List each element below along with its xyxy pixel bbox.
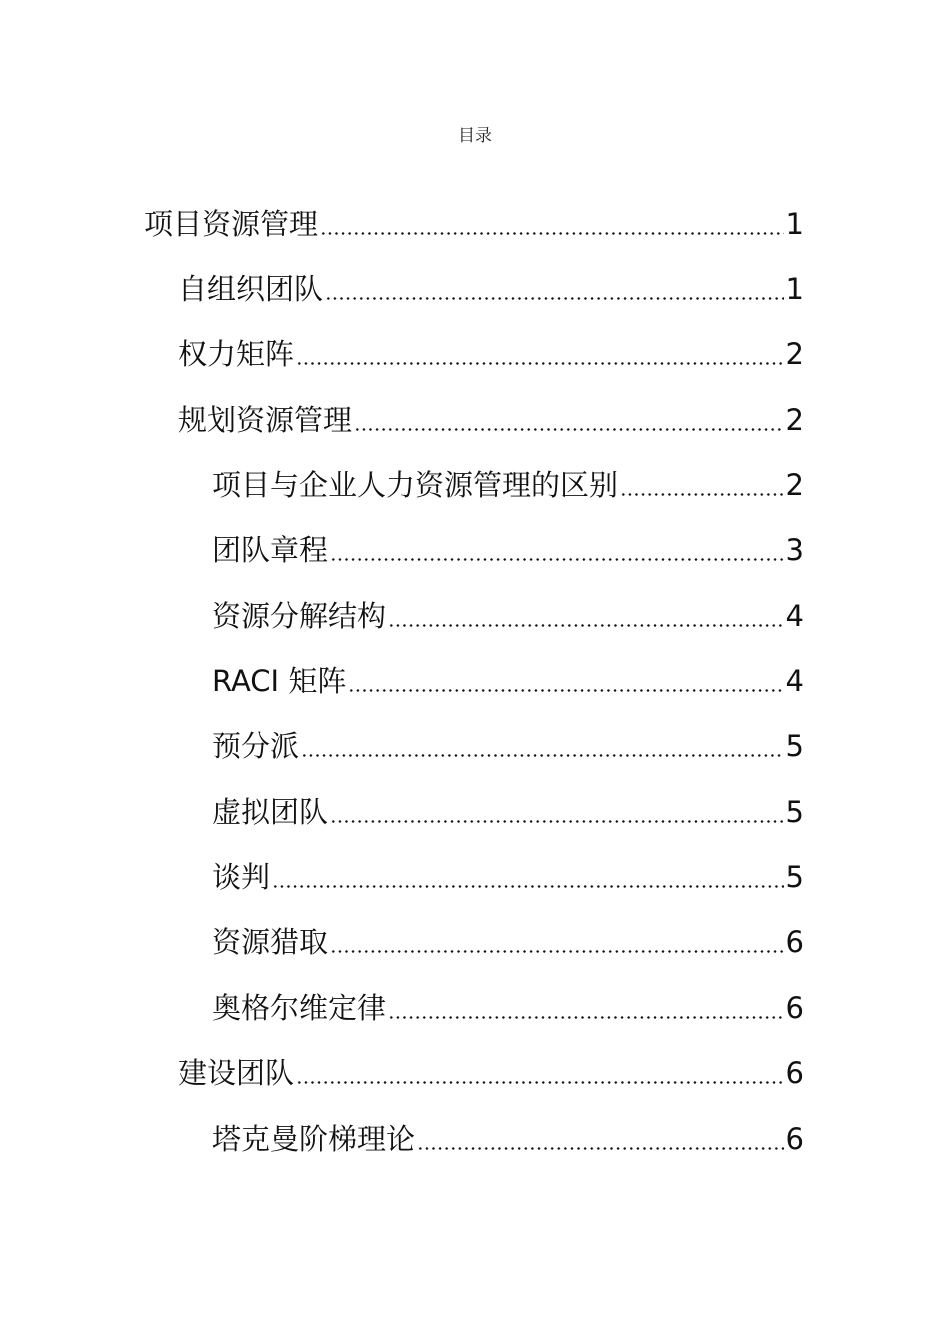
toc-entry[interactable] — [178, 400, 804, 440]
toc-entry[interactable] — [178, 334, 804, 374]
toc-entry[interactable] — [178, 1053, 804, 1093]
toc-page-number: 6 — [785, 1122, 804, 1156]
toc-entry[interactable] — [212, 988, 804, 1028]
toc-entry-label: 资源分解结构 — [212, 599, 387, 633]
toc-page-number: 5 — [785, 860, 804, 894]
toc-page-number: 4 — [785, 599, 804, 633]
toc-entry[interactable] — [212, 661, 804, 701]
toc-dot-leader — [330, 530, 784, 570]
toc-dot-leader — [388, 988, 784, 1028]
toc-page-number: 6 — [785, 1056, 804, 1090]
toc-page-number: 6 — [785, 925, 804, 959]
toc-entry-label: 建设团队 — [178, 1056, 295, 1090]
toc-page-number: 1 — [785, 207, 804, 241]
toc-entry-label: 预分派 — [212, 729, 300, 763]
toc-entry[interactable] — [212, 792, 804, 832]
toc-dot-leader — [320, 204, 784, 244]
toc-page-number: 5 — [785, 795, 804, 829]
toc-entry[interactable] — [212, 465, 804, 505]
toc-dot-leader — [348, 661, 783, 701]
toc-dot-leader — [296, 1053, 784, 1093]
toc-page-number: 6 — [785, 991, 804, 1025]
toc-entry[interactable] — [212, 1119, 804, 1159]
toc-entry[interactable] — [178, 269, 804, 309]
toc-entry-label: 规划资源管理 — [178, 403, 353, 437]
toc-dot-leader — [272, 857, 784, 897]
toc-page-number: 3 — [785, 533, 804, 567]
toc-dot-leader — [330, 922, 784, 962]
toc-page-number: 1 — [785, 272, 804, 306]
toc-entry[interactable] — [212, 530, 804, 570]
toc-entry-label: 塔克曼阶梯理论 — [212, 1122, 416, 1156]
toc-entry-label: 资源猎取 — [212, 925, 329, 959]
toc-entry[interactable] — [212, 857, 804, 897]
toc-entry-label: 谈判 — [212, 860, 271, 894]
toc-entry-label: 权力矩阵 — [178, 337, 295, 371]
toc-dot-leader — [330, 792, 784, 832]
toc-page-number: 2 — [785, 337, 804, 371]
toc-dot-leader — [620, 465, 784, 505]
toc-page-number: 4 — [785, 664, 804, 698]
toc-dot-leader — [325, 269, 784, 309]
toc-entry-label: RACI 矩阵 — [212, 664, 347, 698]
toc-dot-leader — [354, 400, 784, 440]
toc-entry[interactable] — [212, 596, 804, 636]
toc-entry-label: 虚拟团队 — [212, 795, 329, 829]
toc-entry[interactable] — [212, 726, 804, 766]
toc-entry-label: 团队章程 — [212, 533, 329, 567]
toc-entry[interactable] — [212, 922, 804, 962]
toc-entry[interactable] — [144, 204, 804, 244]
toc-entry-label: 项目与企业人力资源管理的区别 — [212, 468, 619, 502]
toc-dot-leader — [417, 1119, 784, 1159]
toc-dot-leader — [296, 334, 784, 374]
toc-entry-label: 项目资源管理 — [144, 207, 319, 241]
toc-page-number: 2 — [785, 403, 804, 437]
toc-page-number: 2 — [785, 468, 804, 502]
toc-entry-label: 自组织团队 — [178, 272, 324, 306]
toc-entry-label: 奥格尔维定律 — [212, 991, 387, 1025]
toc-page-number: 5 — [785, 729, 804, 763]
page-title: 目录 — [458, 126, 492, 146]
toc-dot-leader — [301, 726, 784, 766]
toc-dot-leader — [388, 596, 784, 636]
